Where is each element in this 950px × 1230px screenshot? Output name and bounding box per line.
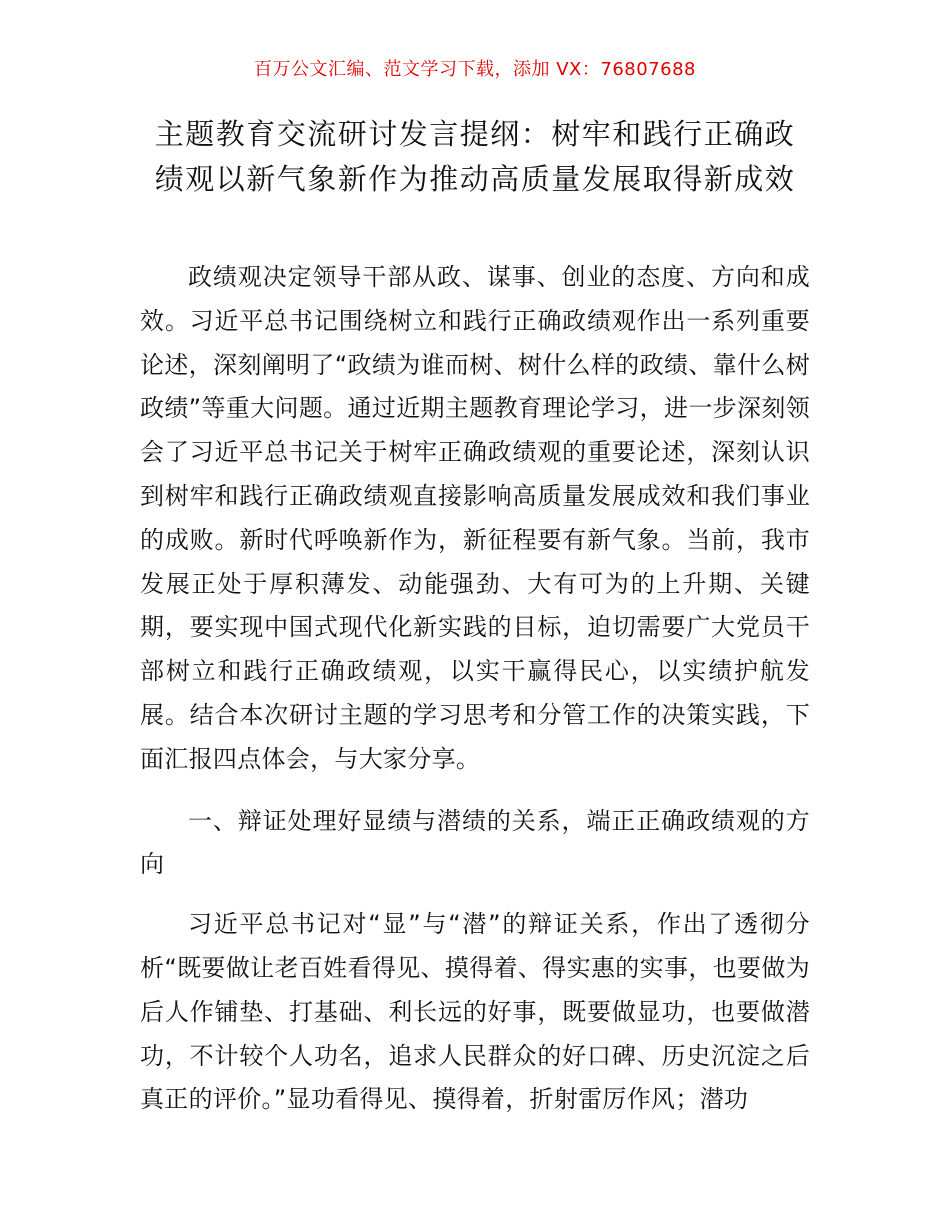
document-body [140,256,810,1122]
document-title: 主题教育交流研讨发言提纲：树牢和践行正确政绩观以新气象新作为推动高质量发展取得新成效 [154,117,796,196]
section-heading-1: 一、辩证处理好显绩与潜绩的关系，端正正确政绩观的方向 [140,806,810,879]
intro-paragraph: 政绩观决定领导干部从政、谋事、创业的态度、方向和成效。习近平总书记围绕树立和践行正确政绩观作出一系列重要论述，深刻阐明了“政绩为谁而树、树什么样的政绩、靠什么树政绩”等重大问题。通过近期主题教育理论学习，进一步深刻领会了习近平总书记关于树牢正确政绩观的重要论述，深刻认识到树牢和践行正确政绩观直接影响高质量发展成效和我们事业的成败。新时代呼唤新作为，新征程要有新气象。当前，我市发展正处于厚积薄发、动能强劲、大有可为的上升期、关键期，要实现中国式现代化新实践的目标，迫切需要广大党员干部树立和践行正确政绩观，以实干赢得民心，以实绩护航发展。结合本次研讨主题的学习思考和分管工作的决策实践，下面汇报四点体会，与大家分享。 [140,263,810,773]
header-note: 百万公文汇编、范文学习下载，添加 VX：76807688 [254,59,696,80]
section-paragraph-1: 习近平总书记对“显”与“潜”的辩证关系，作出了透彻分析“既要做让老百姓看得见、摸得着、得实惠的实事，也要做为后人作铺垫、打基础、利长远的好事，既要做显功，也要做潜功，不计较个人功名，追求人民群众的好口碑、历史沉淀之后真正的评价。”显功看得见、摸得着，折射雷厉作风；潜功 [140,910,810,1114]
